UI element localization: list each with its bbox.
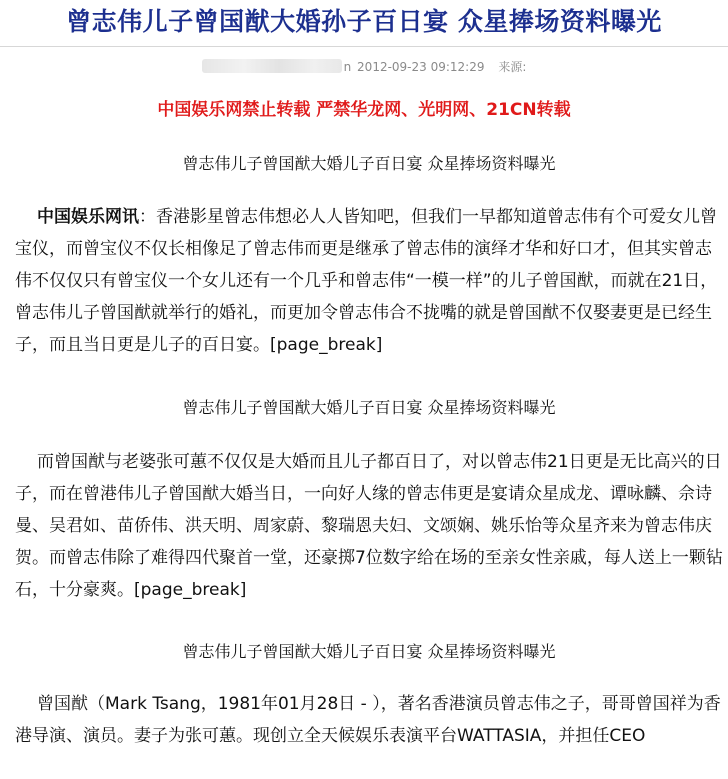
image-caption: 曾志伟儿子曾国猷大婚儿子百日宴 众星捧场资料曝光	[182, 642, 556, 661]
article-headline: 曾志伟儿子曾国猷大婚孙子百日宴 众星捧场资料曝光	[66, 7, 662, 36]
article-paragraph	[15, 446, 727, 606]
copyright-notice: 中国娱乐网禁止转载 严禁华龙网、光明网、21CN转载	[157, 100, 571, 120]
paragraph-text: ：香港影星曾志伟想必人人皆知吧，但我们一早都知道曾志伟有个可爱女儿曾宝仪，而曾宝仪不仅长相像足了曾志伟而更是继承了曾志伟的演绎才华和好口才，但其实曾志伟不仅仅只有曾宝仪一个女儿还有一个几乎和曾志伟“一模一样”的儿子曾国猷，而就在21日，曾志伟儿子曾国猷就举行的婚礼，而更加令曾志伟合不拢嘴的就是曾国猷不仅娶妻更是已经生子，而且当日更是儿子的百日宴。[page_break]	[15, 207, 718, 355]
image-caption: 曾志伟儿子曾国猷大婚儿子百日宴 众星捧场资料曝光	[182, 398, 556, 417]
source-lead: 中国娱乐网讯	[37, 207, 139, 227]
paragraph-text: 曾国猷（Mark Tsang，1981年01月28日 - ），著名香港演员曾志伟之子，哥哥曾国祥为香港导演、演员。妻子为张可蕙。现创立全天候娱乐表演平台WATTASIA，并担任CEO	[15, 694, 721, 746]
publish-datetime: 2012-09-23 09:12:29	[357, 60, 485, 74]
meta-partial-char: n	[343, 60, 352, 74]
redacted-author	[202, 59, 342, 73]
article-paragraph	[15, 201, 727, 361]
article-meta	[0, 59, 728, 75]
article-paragraph	[15, 688, 727, 752]
paragraph-text: 而曾国猷与老婆张可蕙不仅仅是大婚而且儿子都百日了，对以曾志伟21日更是无比高兴的日子，而在曾港伟儿子曾国猷大婚当日，一向好人缘的曾志伟更是宴请众星成龙、谭咏麟、佘诗曼、吴君如、苗侨伟、洪天明、周家蔚、黎瑞恩夫妇、文颂娴、姚乐怡等众星齐来为曾志伟庆贺。而曾志伟除了难得四代聚首一堂，还豪掷7位数字给在场的至亲女性亲戚，每人送上一颗钻石，十分豪爽。[page_break]	[15, 452, 723, 600]
image-caption: 曾志伟儿子曾国猷大婚儿子百日宴 众星捧场资料曝光	[182, 154, 556, 173]
headline-divider	[0, 46, 728, 47]
source-label: 来源:	[498, 60, 527, 74]
